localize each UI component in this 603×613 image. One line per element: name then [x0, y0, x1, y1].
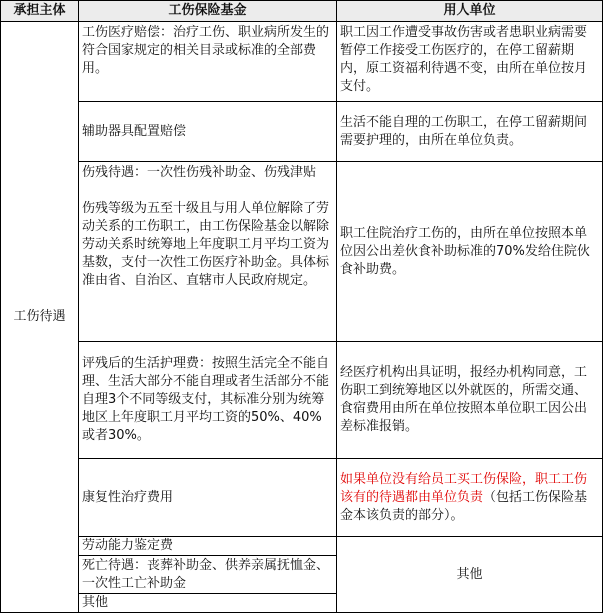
table-row — [1, 342, 603, 459]
disability-body: 伤残等级为五至十级且与用人单位解除了劳动关系的工伤职工，由工伤保险基金以解除劳动关系时统筹地上年度职工月平均工资为基数，支付一次性工伤医疗补助金。具体标准由省、自治区、直辖市人民政府规定。 — [82, 201, 330, 288]
employer-cell-rehab — [337, 459, 603, 537]
fund-cell-nursing: 评残后的生活护理费：按照生活完全不能自理、生活大部分不能自理或者生活部分不能自理3个不同等级支付，其标准分别为统筹地区上年度职工月平均工资的50%、40%或者30%。 — [79, 342, 337, 459]
subject-cell: 工伤待遇 — [1, 22, 79, 613]
table-row — [1, 22, 603, 102]
fund-cell-death: 死亡待遇：丧葬补助金、供养亲属抚恤金、一次性工亡补助金 — [79, 556, 337, 594]
header-subject: 承担主体 — [1, 1, 79, 22]
employer-cell-disability: 职工住院治疗工伤的，由所在单位按照本单位因公出差伙食补助标准的70%发给住院伙食补助费。 — [337, 162, 603, 342]
paragraph-gap — [82, 182, 333, 200]
fund-cell-rehab: 康复性治疗费用 — [79, 459, 337, 537]
fund-cell-assessment: 劳动能力鉴定费 — [79, 537, 337, 556]
employer-cell-medical: 职工因工作遭受事故伤害或者患职业病需要暂停工作接受工伤医疗的，在停工留薪期内，原工资福利待遇不变，由所在单位按月支付。 — [337, 22, 603, 102]
note-rest: （包括工伤保险基金本该负责的部分）。 — [340, 489, 588, 523]
fund-cell-other: 其他 — [79, 594, 337, 613]
table-row — [1, 537, 603, 556]
employer-cell-nursing: 经医疗机构出具证明，报经办机构同意，工伤职工到统筹地区以外就医的，所需交通、食宿费用由所在单位按照本单位职工因公出差标准报销。 — [337, 342, 603, 459]
table-row — [1, 102, 603, 162]
employer-cell-other: 其他 — [337, 537, 603, 613]
employer-cell-devices: 生活不能自理的工伤职工，在停工留薪期间需要护理的，由所在单位负责。 — [337, 102, 603, 162]
fund-cell-devices: 辅助器具配置赔偿 — [79, 102, 337, 162]
disability-title: 伤残待遇：一次性伤残补助金、伤残津贴 — [82, 165, 317, 180]
table-row — [1, 162, 603, 342]
table-row — [1, 459, 603, 537]
header-employer: 用人单位 — [337, 1, 603, 22]
fund-cell-medical: 工伤医疗赔偿：治疗工伤、职业病所发生的符合国家规定的相关目录或标准的全部费用。 — [79, 22, 337, 102]
header-fund: 工伤保险基金 — [79, 1, 337, 22]
highlight-note: 如果单位没有给员工买工伤保险，职工工伤该有的待遇都由单位负责 — [340, 471, 588, 505]
header-row — [1, 1, 603, 22]
fund-cell-disability — [79, 162, 337, 342]
